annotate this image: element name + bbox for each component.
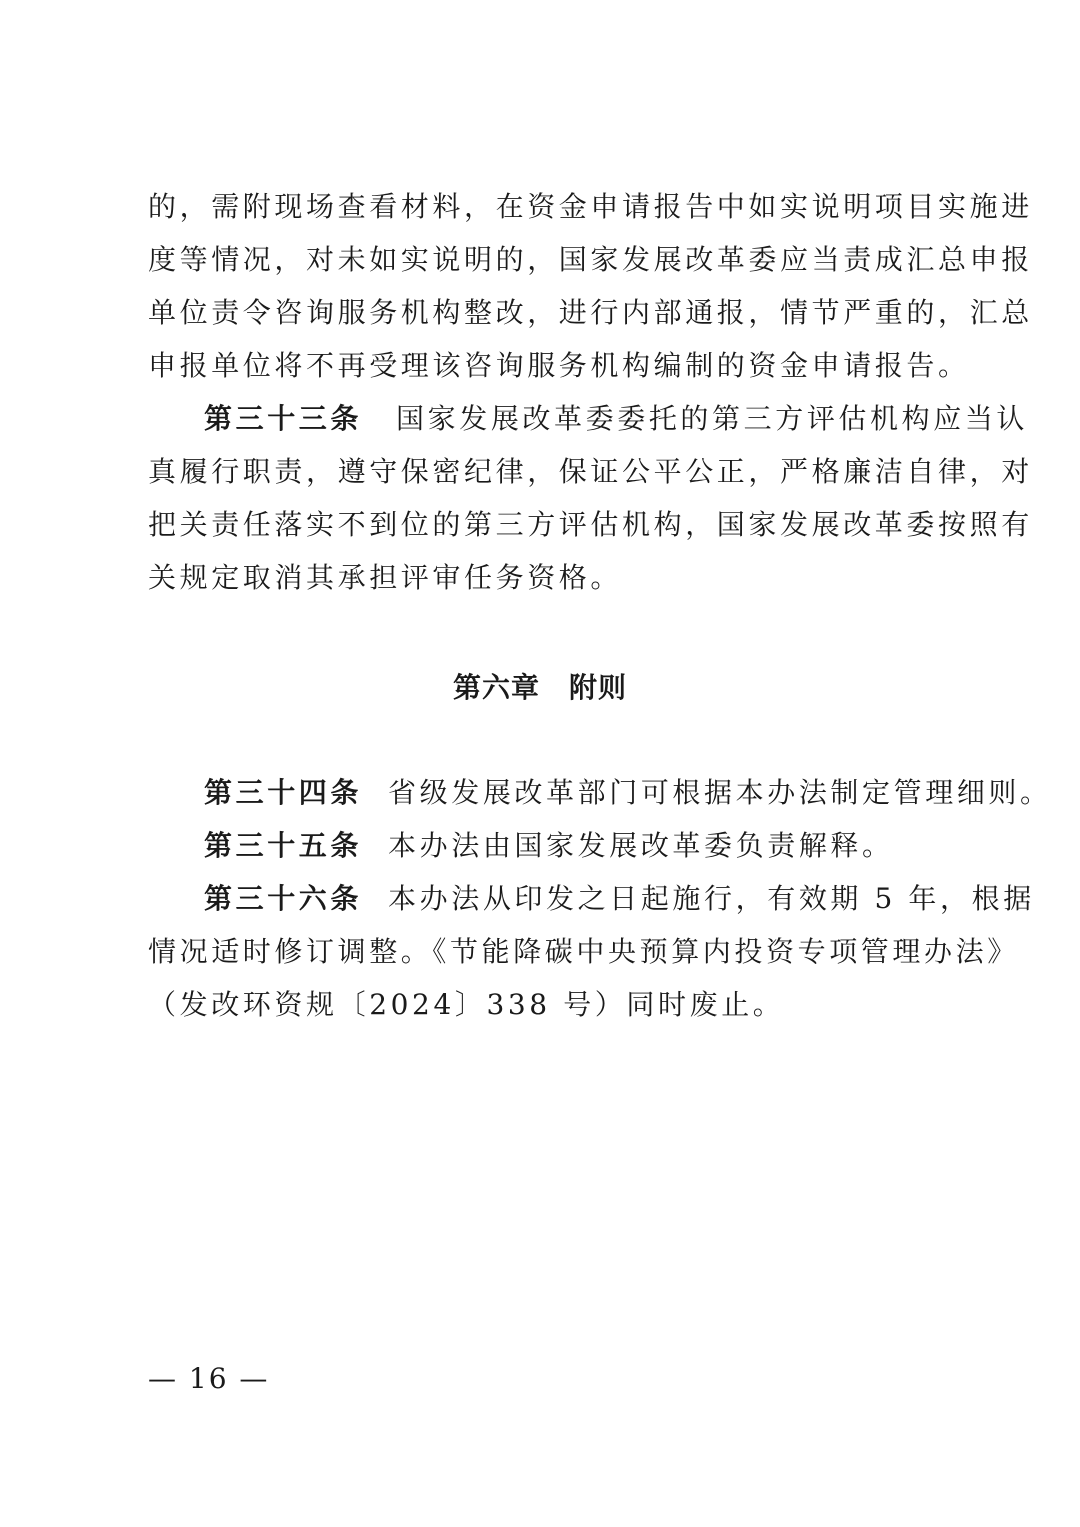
article-heading: 第三十五条 — [204, 829, 363, 862]
article-line: 真履行职责，遵守保密纪律，保证公平公正，严格廉洁自律，对 — [148, 455, 1033, 488]
article-first-line — [148, 819, 934, 872]
article-text: 国家发展改革委委托的第三方评估机构应当认 — [396, 402, 1029, 435]
article-heading: 第三十六条 — [204, 882, 363, 915]
paragraph-line: 度等情况，对未如实说明的，国家发展改革委应当责成汇总申报 — [148, 243, 1033, 276]
article-35 — [148, 819, 934, 872]
article-line: （发改环资规〔2024〕338 号）同时废止。 — [148, 988, 785, 1021]
article-line: 关规定取消其承担评审任务资格。 — [148, 561, 623, 594]
article-line: 情况适时修订调整。《节能降碳中央预算内投资专项管理办法》 — [148, 935, 1019, 968]
article-34 — [148, 766, 1052, 819]
article-line: 把关责任落实不到位的第三方评估机构，国家发展改革委按照有 — [148, 508, 1033, 541]
article-heading: 第三十三条 — [204, 402, 363, 435]
article-text: 省级发展改革部门可根据本办法制定管理细则。 — [388, 776, 1052, 809]
paragraph-line: 单位责令咨询服务机构整改，进行内部通报，情节严重的，汇总 — [148, 296, 1033, 329]
article-text: 本办法由国家发展改革委负责解释。 — [388, 829, 894, 862]
article-first-line — [148, 766, 1052, 819]
article-36 — [148, 872, 1035, 1031]
paragraph-line: 的，需附现场查看材料，在资金申请报告中如实说明项目实施进 — [148, 190, 1033, 223]
article-heading: 第三十四条 — [204, 776, 363, 809]
page-number: — 16 — — [148, 1362, 270, 1395]
article-first-line — [148, 872, 1035, 925]
article-33 — [148, 392, 1033, 604]
chapter-title: 第六章 附则 — [452, 671, 627, 704]
paragraph-line: 申报单位将不再受理该咨询服务机构编制的资金申请报告。 — [148, 349, 970, 382]
article-first-line — [148, 392, 1029, 445]
paragraph-continued — [148, 180, 1033, 392]
article-text: 本办法从印发之日起施行，有效期 5 年，根据 — [388, 882, 1035, 915]
